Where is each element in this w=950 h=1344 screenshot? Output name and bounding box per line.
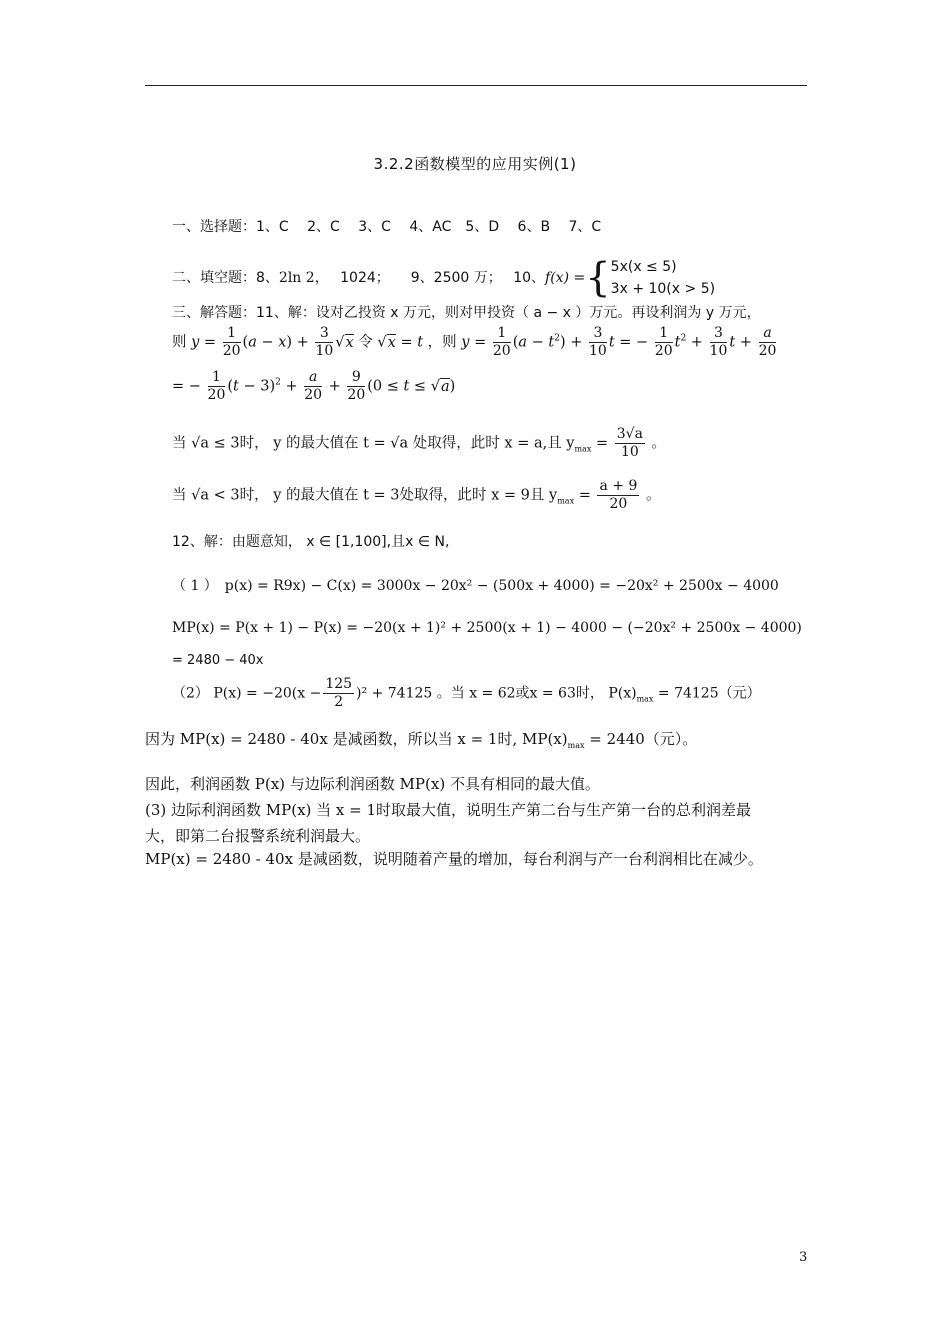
because-text: 因为 MP(x) = 2480 - 40x 是减函数，所以当 x = 1时, MP(x) (145, 730, 568, 748)
q11-case1-text: 当 √a ≤ 3时， y 的最大值在 t = √a 处取得，此时 x = a,且 y (172, 435, 575, 452)
case-2: 3x + 10(x > 5) (610, 281, 716, 297)
fill-8: 2ln 2 (278, 270, 315, 286)
q12-part2-c: = 74125（元） (657, 685, 761, 702)
max-subscript: max (574, 444, 592, 454)
choice-answers: 一、选择题：1、C 2、C 3、C 4、AC 5、D 6、B 7、C (172, 219, 602, 235)
q11-case1: 当 √a ≤ 3时， y 的最大值在 t = √a 处取得，此时 x = a,且 $y_{max}$ = $\frac{3√a}{10}$ 。 (172, 426, 667, 460)
q12-part2-b: )² + 74125 。当 x = 62或x = 63时， P(x) (356, 685, 637, 702)
q12-part3-c: MP(x) = 2480 - 40x 是减函数，说明随着产量的增加，每台利润与产一台利润相比在减少。 (145, 850, 763, 868)
max-subscript: max (567, 741, 585, 750)
q11-case2-num: a + 9 (599, 478, 638, 494)
q12-part2 (172, 676, 761, 711)
because-text-b: = 2440（元）。 (589, 730, 698, 748)
q12-part3-a: (3) 边际利润函数 MP(x) 当 x = 1时取最大值，说明生产第二台与生产第一台的总利润差最 (145, 801, 752, 819)
fill-9: ， 1024； 9、2500 万； 10、 (314, 270, 546, 286)
page-number: 3 (799, 1250, 808, 1265)
max-subscript: max (636, 694, 654, 704)
q11-case2: 当 √a < 3时， y 的最大值在 t = 3处取得，此时 x = 9且 $y_{max}$ = $\frac{a + 9}{20}$ 。 (172, 478, 661, 512)
q11-case2-den: 20 (609, 496, 628, 512)
q11-case1-num: 3√a (616, 426, 643, 442)
case-1: 5x(x ≤ 5) (610, 259, 677, 275)
header-rule (145, 85, 807, 86)
therefore-line: 因此，利润函数 P(x) 与边际利润函数 MP(x) 不具有相同的最大值。 (145, 775, 600, 793)
page-title: 3.2.2函数模型的应用实例(1) (373, 155, 577, 173)
fill-answers (172, 256, 715, 300)
piecewise-cases (611, 256, 715, 300)
q12-intro: 12、解：由题意知， x ∈ [1,100],且x ∈ N, (172, 534, 450, 550)
frac-125: 125 (325, 676, 353, 692)
q11-case2-text: 当 √a < 3时， y 的最大值在 t = 3处取得，此时 x = 9且 y (172, 487, 558, 504)
brace-symbol: { (585, 255, 611, 301)
fill-label: 二、填空题：8、 (172, 270, 279, 286)
because-line (145, 728, 697, 749)
q12-part2-a: （2） P(x) = −20(x − (172, 685, 322, 702)
q12-mp: MP(x) = P(x + 1) − P(x) = −20(x + 1)² + 2500(x + 1) − 4000 − (−20x² + 2500x − 4000) (172, 620, 802, 636)
fill-10-lhs: f(x) = (545, 270, 586, 286)
max-subscript: max (557, 496, 575, 506)
q11-eq2: = − $\frac{1}{20}$ $(t - 3)^2$ + $\frac{a}{20}$ + $\frac{9}{20}$ (0 ≤ t ≤ √a) (172, 369, 456, 403)
q12-part3-b: 大，即第二台报警系统利润最大。 (145, 827, 371, 845)
q11-case1-den: 10 (620, 444, 639, 460)
frac-2: 2 (334, 694, 344, 710)
q11-eq1: 则 y = $\frac{1}{20}$ (a − x) + $\frac{3}{10}$ √x 令 √x = t ，则 y = $\frac{1}{20}$ $(a - t^2)$ + $\frac{3}{10}$ t = − $\frac{1}{20}$ $t^2$ + $\frac{3}{10}$ t + $\frac{a}{20}$ (172, 325, 777, 359)
q11-intro: 三、解答题：11、解：设对乙投资 x 万元，则对甲投资（ a − x ）万元。再设利润为 y 万元， (172, 305, 761, 321)
q12-part1: （ 1 ） p(x) = R9x) − C(x) = 3000x − 20x² − (500x + 4000) = −20x² + 2500x − 4000 (172, 578, 779, 594)
q12-mp2: = 2480 − 40x (172, 653, 264, 668)
